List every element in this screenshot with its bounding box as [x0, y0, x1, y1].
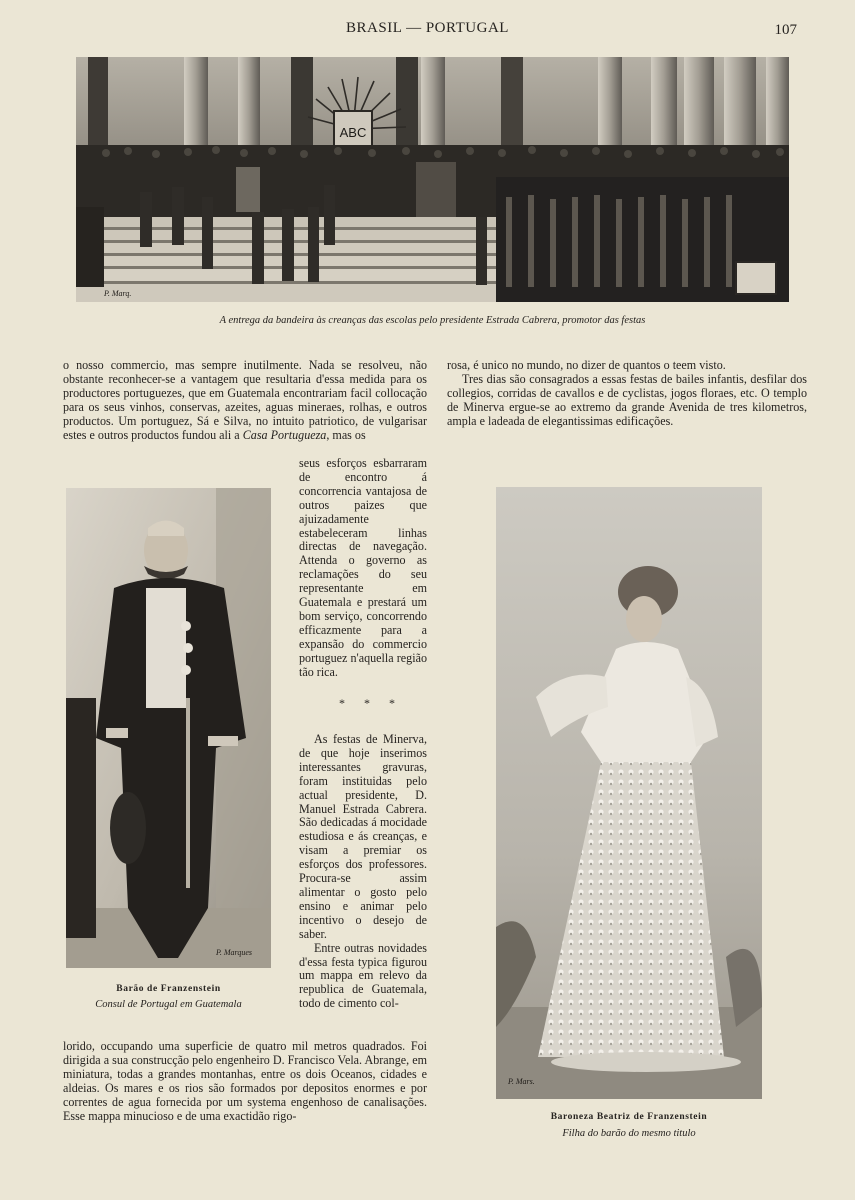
portrait-photo-baroness	[496, 487, 762, 1099]
article-text: o nosso commercio, mas sempre inutilmente. Nada se resolveu, não obstante reconhecer-se a vantagem que resultaria d'essa medida para os productores portuguezes, que em Guatemala encontrariam facil collocação para os seus vinhos, conservas, azeites, aguas mineraes, rolhas, e outros productos. Um portuguez, Sá e Silva, no intuito patriotico, de vulgarisar estes e outros productos fundou ali a	[63, 358, 427, 442]
photo-signature: P. Marq.	[104, 289, 132, 298]
article-column-2	[447, 359, 807, 429]
article-emphasis: Casa Portugueza	[242, 427, 327, 442]
portrait-role-baron: Consul de Portugal em Guatemala	[95, 999, 242, 1010]
portrait-name-baron: Barão de Franzenstein	[116, 984, 221, 994]
article-paragraph: lorido, occupando uma superficie de quatro mil metros quadrados. Foi dirigida a sua construcção pelo engenheiro D. Francisco Vela. Abrange, em miniatura, todas a grandes montanhas, entre os dois Oceanos, cidades e aldeias. Os mares e os rios são formados por depositos enormes e por correntes de agua fornecida por um systema engenhoso de canalisações. Esse mappa minucioso e de uma exactidão rigo-	[63, 1039, 427, 1123]
page-number: 107	[774, 22, 797, 38]
sign-letters: ABC	[339, 125, 367, 140]
photo-signature: P. Mars.	[508, 1077, 535, 1086]
running-title: BRASIL — PORTUGAL	[346, 20, 509, 36]
portrait-photo-icon	[496, 487, 762, 1099]
article-narrow-column	[299, 733, 427, 1011]
article-narrow-column	[299, 457, 427, 680]
article-column-1-top	[63, 359, 427, 442]
ceremony-photo-icon	[76, 57, 789, 302]
article-paragraph: seus esforços esbarraram de encontro á concorrencia vantajosa de outros paizes que ajuizadamente estabeleceram linhas directas de navegação. Attenda o governo as reclamações do seu representante em Guatemala e prestará um bom serviço, concorrendo efficazmente para a expansão do commercio portuguez n'aquella região tão rica.	[299, 456, 427, 679]
article-paragraph: Tres dias são consagrados a essas festas de bailes infantis, desfilar dos collegios, corridas de cavallos e de cyclistas, jogos floraes, etc. O templo de Minerva ergue-se ao extremo da grande Avenida de tres kilometros, ampla e ladeada de elegantissimas edificações.	[447, 371, 807, 428]
article-text: , mas os	[326, 427, 366, 442]
photo-signature: P. Marques	[216, 948, 252, 957]
portrait-name-baroness: Baroneza Beatriz de Franzenstein	[550, 1112, 708, 1122]
portrait-role-baroness: Filha do barão do mesmo titulo	[562, 1128, 696, 1139]
article-column-1-bottom	[63, 1040, 427, 1123]
section-separator: * * *	[339, 696, 403, 710]
portrait-photo-baron	[66, 488, 271, 968]
portrait-photo-icon	[66, 488, 271, 968]
article-paragraph: Entre outras novidades d'essa festa typica figurou um mappa em relevo da republica de Guatemala, todo de cimento col-	[299, 940, 427, 1011]
photo-caption: A entrega da bandeira às creanças das escolas pelo presidente Estrada Cabrera, promotor das festas	[219, 315, 646, 326]
ceremony-photo	[76, 57, 789, 302]
article-paragraph: rosa, é unico no mundo, no dizer de quantos o teem visto.	[447, 358, 726, 372]
article-paragraph: As festas de Minerva, de que hoje inserimos interessantes gravuras, foram instituidas pelo actual presidente, D. Manuel Estrada Cabrera. São dedicadas á mocidade estudiosa e ás creanças, e visam a premiar os esforços dos professores. Procura-se assim alimentar o gosto pelo ensino e animar pelo incentivo o desejo de saber.	[299, 732, 427, 941]
